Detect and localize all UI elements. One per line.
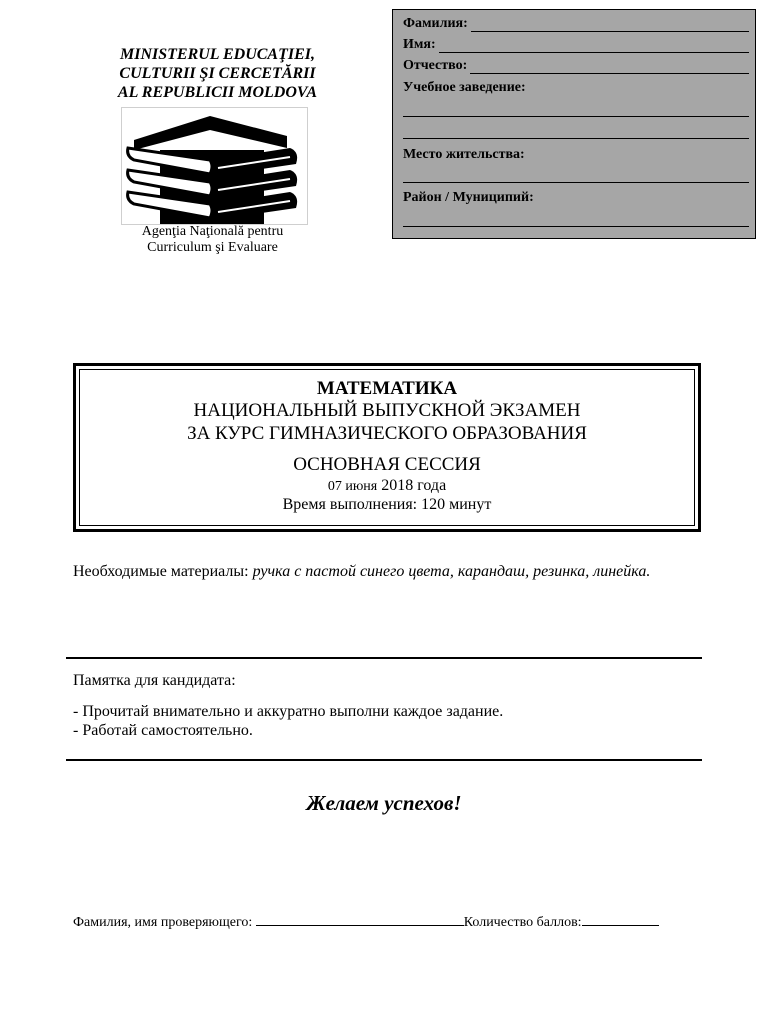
- score-field[interactable]: [582, 912, 659, 926]
- divider-top: [66, 657, 702, 659]
- ministry-line-3: AL REPUBLICII MOLDOVA: [117, 84, 318, 101]
- surname-label: Фамилия:: [403, 16, 468, 31]
- school-field-line-1[interactable]: [403, 116, 749, 117]
- residence-row: [403, 147, 749, 163]
- memo-title: Памятка для кандидата:: [73, 672, 236, 689]
- residence-field[interactable]: [403, 182, 749, 183]
- ministry-line-2: CULTURII ŞI CERCETĂRII: [119, 65, 316, 82]
- patronymic-row: [403, 58, 749, 74]
- surname-field[interactable]: [471, 17, 749, 32]
- name-field[interactable]: [439, 38, 749, 53]
- patronymic-label: Отчество:: [403, 58, 468, 73]
- agency-logo: [121, 107, 308, 225]
- exam-title-box: [73, 363, 701, 532]
- exam-date-day: 07 июня: [327, 479, 378, 494]
- grader-name-field[interactable]: [256, 912, 464, 926]
- memo-item-1: - Прочитай внимательно и аккуратно выполни каждое задание.: [73, 703, 504, 720]
- district-field[interactable]: [403, 226, 749, 227]
- exam-title-line-2: ЗА КУРС ГИМНАЗИЧЕСКОГО ОБРАЗОВАНИЯ: [187, 423, 587, 444]
- grader-name-label: Фамилия, имя проверяющего:: [73, 915, 253, 930]
- agency-line-1: Agenţia Naţională pentru: [141, 224, 284, 239]
- district-label: Район / Муниципий:: [403, 190, 534, 205]
- exam-duration: Время выполнения: 120 минут: [282, 496, 492, 513]
- memo-item-2: - Работай самостоятельно.: [73, 722, 253, 739]
- school-row: [403, 80, 749, 96]
- surname-row: [403, 16, 749, 32]
- name-row: [403, 37, 749, 53]
- district-row: [403, 190, 749, 206]
- divider-bottom: [66, 759, 702, 761]
- materials-label: Необходимые материалы:: [73, 563, 253, 580]
- school-label: Учебное заведение:: [403, 80, 526, 95]
- agency-name: [110, 224, 315, 256]
- stacked-books-logo-icon: [122, 108, 307, 224]
- good-luck-message: Желаем успехов!: [306, 791, 462, 815]
- patronymic-field[interactable]: [470, 59, 749, 74]
- score-label: Количество баллов:: [463, 915, 582, 930]
- exam-session: ОСНОВНАЯ СЕССИЯ: [293, 454, 481, 475]
- residence-label: Место жительства:: [403, 147, 525, 162]
- exam-title-inner-frame: [79, 369, 695, 526]
- exam-date: [80, 477, 694, 495]
- ministry-header: [95, 45, 340, 102]
- school-field-line-2[interactable]: [403, 138, 749, 139]
- agency-line-2: Curriculum şi Evaluare: [147, 240, 278, 255]
- exam-title-line-1: НАЦИОНАЛЬНЫЙ ВЫПУСКНОЙ ЭКЗАМЕН: [193, 400, 581, 421]
- materials-items: ручка с пастой синего цвета, карандаш, резинка, линейка.: [252, 563, 651, 580]
- candidate-info-box: [392, 9, 756, 239]
- name-label: Имя:: [403, 37, 436, 52]
- grader-line: [73, 912, 659, 931]
- ministry-line-1: MINISTERUL EDUCAŢIEI,: [119, 46, 315, 63]
- exam-date-year: 2018 года: [381, 477, 447, 494]
- exam-subject: МАТЕМАТИКА: [316, 378, 458, 399]
- required-materials: [73, 562, 683, 582]
